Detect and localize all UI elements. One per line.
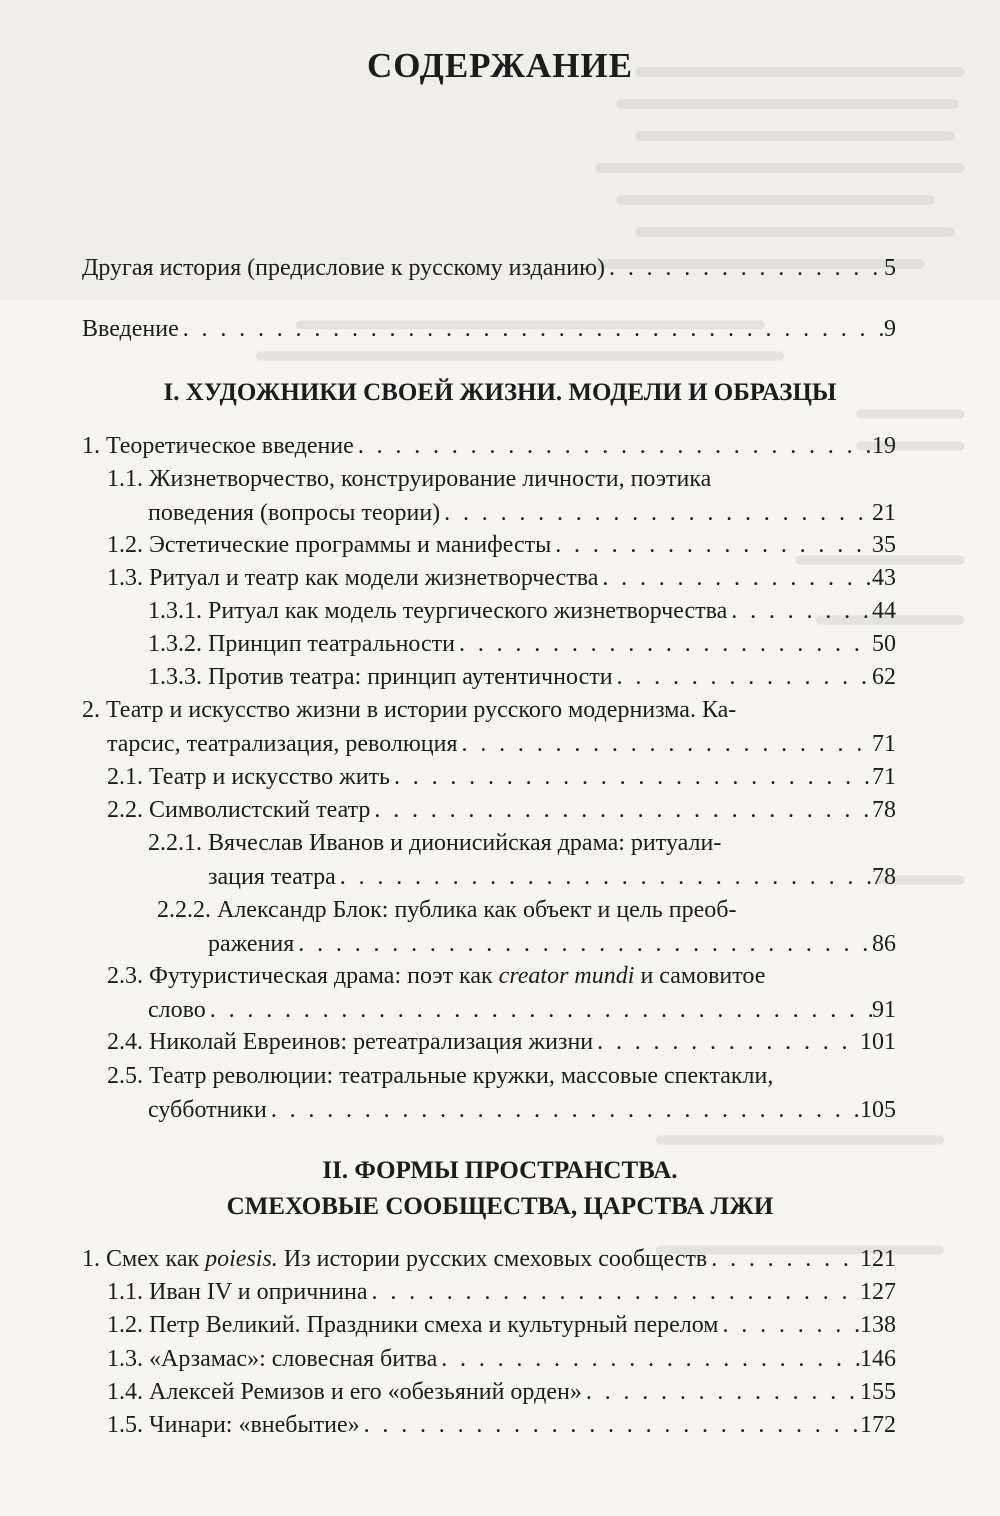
dot-leader [605, 251, 884, 285]
toc-page-number: 44 [872, 598, 896, 624]
dot-leader [354, 429, 872, 463]
toc-entry [157, 893, 896, 961]
dot-leader [727, 594, 872, 628]
dot-leader [440, 496, 872, 530]
toc-entry [82, 429, 896, 463]
toc-entry [107, 462, 896, 530]
toc-entry-label: 1.3.1. Ритуал как модель теургического жизнетворчества [148, 598, 728, 624]
toc-entry [148, 627, 896, 661]
toc-page-number: 5 [884, 255, 896, 281]
dot-leader [437, 1342, 860, 1376]
toc-entry-label: поведения (вопросы теории) [148, 500, 441, 526]
toc-entry [148, 594, 896, 628]
page-title: СОДЕРЖАНИЕ [366, 46, 633, 85]
toc-page-number: 105 [860, 1097, 896, 1123]
toc-page-number: 127 [860, 1279, 896, 1305]
toc-entry [82, 693, 896, 761]
toc-entry-label: 1.4. Алексей Ремизов и его «обезьяний орден» [107, 1379, 582, 1405]
toc-entry-label: 2.4. Николай Евреинов: ретеатрализация жизни [107, 1029, 594, 1055]
toc-page-number: 19 [872, 433, 896, 459]
dot-leader [582, 1375, 860, 1409]
toc-page-number: 43 [872, 565, 896, 591]
toc-entry-label: зация театра [208, 864, 336, 890]
toc-page-number: 146 [860, 1346, 896, 1372]
toc-entry-label: 1.3. «Арзамас»: словесная битва [107, 1346, 438, 1372]
toc-entry-first-line: 2.2.2. Александр Блок: публика как объект и цель преоб- [157, 897, 737, 923]
toc-page-number: 101 [860, 1029, 896, 1055]
dot-leader [598, 561, 872, 595]
toc-entry [107, 1342, 896, 1376]
toc-page-number: 50 [872, 631, 896, 657]
toc-entry [82, 1242, 896, 1276]
toc-entry-label: 1.5. Чинари: «внебытие» [107, 1412, 360, 1438]
toc-entry-text: и самовитое [640, 963, 766, 989]
toc-page-number: 91 [872, 997, 896, 1023]
toc-entry-first-line: 1.1. Жизнетворчество, конструирование личности, поэтика [107, 466, 712, 492]
toc-entry [107, 959, 896, 1027]
toc-entry-label: Введение [82, 316, 179, 342]
toc-entry-label: субботники [148, 1097, 267, 1123]
toc-entry [107, 1308, 896, 1342]
dot-leader [719, 1308, 861, 1342]
toc-entry [148, 660, 896, 694]
toc-entry-label: 2.2. Символистский театр [107, 797, 371, 823]
toc-entry-label: 2.1. Театр и искусство жить [107, 764, 390, 790]
toc-entry-text: 1. Смех как [82, 1246, 200, 1272]
dot-leader [336, 860, 872, 894]
toc-entry [107, 1275, 896, 1309]
toc-page-number: 138 [860, 1312, 896, 1338]
toc-page-number: 35 [872, 532, 896, 558]
toc-entry-label: 1.3.3. Против театра: принцип аутентичности [148, 664, 613, 690]
toc-entry-label: Другая история (предисловие к русскому изданию) [82, 255, 606, 281]
dot-leader [458, 727, 872, 761]
toc-entry-label: ражения [208, 931, 295, 957]
toc-entry-text: 2.3. Футуристическая драма: поэт как [107, 963, 493, 989]
toc-page-number: 21 [872, 500, 896, 526]
dot-leader [267, 1093, 860, 1127]
toc-entry-label: тарсис, театрализация, революция [107, 731, 458, 757]
toc-entry-label: 1.3.2. Принцип театральности [148, 631, 456, 657]
toc-entry [107, 1059, 896, 1127]
toc-page-number: 71 [872, 731, 896, 757]
toc-entry-label: 1.3. Ритуал и театр как модели жизнетворчества [107, 565, 599, 591]
dot-leader [360, 1408, 860, 1442]
toc-entry [107, 1408, 896, 1442]
dot-leader [707, 1242, 860, 1276]
toc-entry-text-italic: creator mundi [498, 963, 635, 989]
dot-leader [390, 760, 872, 794]
toc-entry-label: 1.2. Петр Великий. Праздники смеха и культурный перелом [107, 1312, 719, 1338]
part-2-heading-line-1: II. ФОРМЫ ПРОСТРАНСТВА. [322, 1157, 678, 1184]
toc-entry-first-line: 2. Театр и искусство жизни в истории русского модернизма. Ка- [82, 697, 737, 723]
toc-entry [107, 1375, 896, 1409]
toc-entry [107, 561, 896, 595]
toc-entry [148, 826, 896, 894]
dot-leader [368, 1275, 860, 1309]
toc-entry-label: 1.2. Эстетические программы и манифесты [107, 532, 552, 558]
toc-entry-introduction [82, 312, 896, 346]
toc-entry-preface [82, 251, 896, 285]
toc-page-number: 86 [872, 931, 896, 957]
toc-entry-label: 1.1. Иван IV и опричнина [107, 1279, 368, 1305]
toc-page-number: 121 [860, 1246, 896, 1272]
toc-page-number: 71 [872, 764, 896, 790]
dot-leader [370, 793, 872, 827]
toc-entry-text: Из истории русских смеховых сообществ [283, 1246, 708, 1272]
toc-page-number: 155 [860, 1379, 896, 1405]
dot-leader [179, 312, 884, 346]
toc-entry-first-line: 2.2.1. Вячеслав Иванов и дионисийская драма: ритуали- [148, 830, 722, 856]
toc-entry-first-line: 2.5. Театр революции: театральные кружки, массовые спектакли, [107, 1063, 774, 1089]
toc-entry-text-italic: poiesis. [205, 1246, 278, 1272]
toc-entry-label: слово [148, 997, 206, 1023]
toc-entry [107, 760, 896, 794]
dot-leader [206, 993, 872, 1027]
toc-page-number: 9 [884, 316, 896, 342]
toc-entry-label: 1. Теоретическое введение [82, 433, 354, 459]
toc-entry [107, 793, 896, 827]
dot-leader [294, 927, 872, 961]
dot-leader [613, 660, 872, 694]
toc-page-number: 62 [872, 664, 896, 690]
toc-page-number: 172 [860, 1412, 896, 1438]
toc-entry [107, 1025, 896, 1059]
part-1-heading: I. ХУДОЖНИКИ СВОЕЙ ЖИЗНИ. МОДЕЛИ И ОБРАЗЦЫ [163, 379, 837, 406]
part-2-heading-line-2: СМЕХОВЫЕ СООБЩЕСТВА, ЦАРСТВА ЛЖИ [226, 1193, 774, 1220]
dot-leader [551, 528, 872, 562]
toc-entry [107, 528, 896, 562]
toc-entry-first-line [107, 959, 896, 993]
dot-leader [593, 1025, 860, 1059]
dot-leader [455, 627, 872, 661]
toc-page-number: 78 [872, 864, 896, 890]
toc-page-number: 78 [872, 797, 896, 823]
